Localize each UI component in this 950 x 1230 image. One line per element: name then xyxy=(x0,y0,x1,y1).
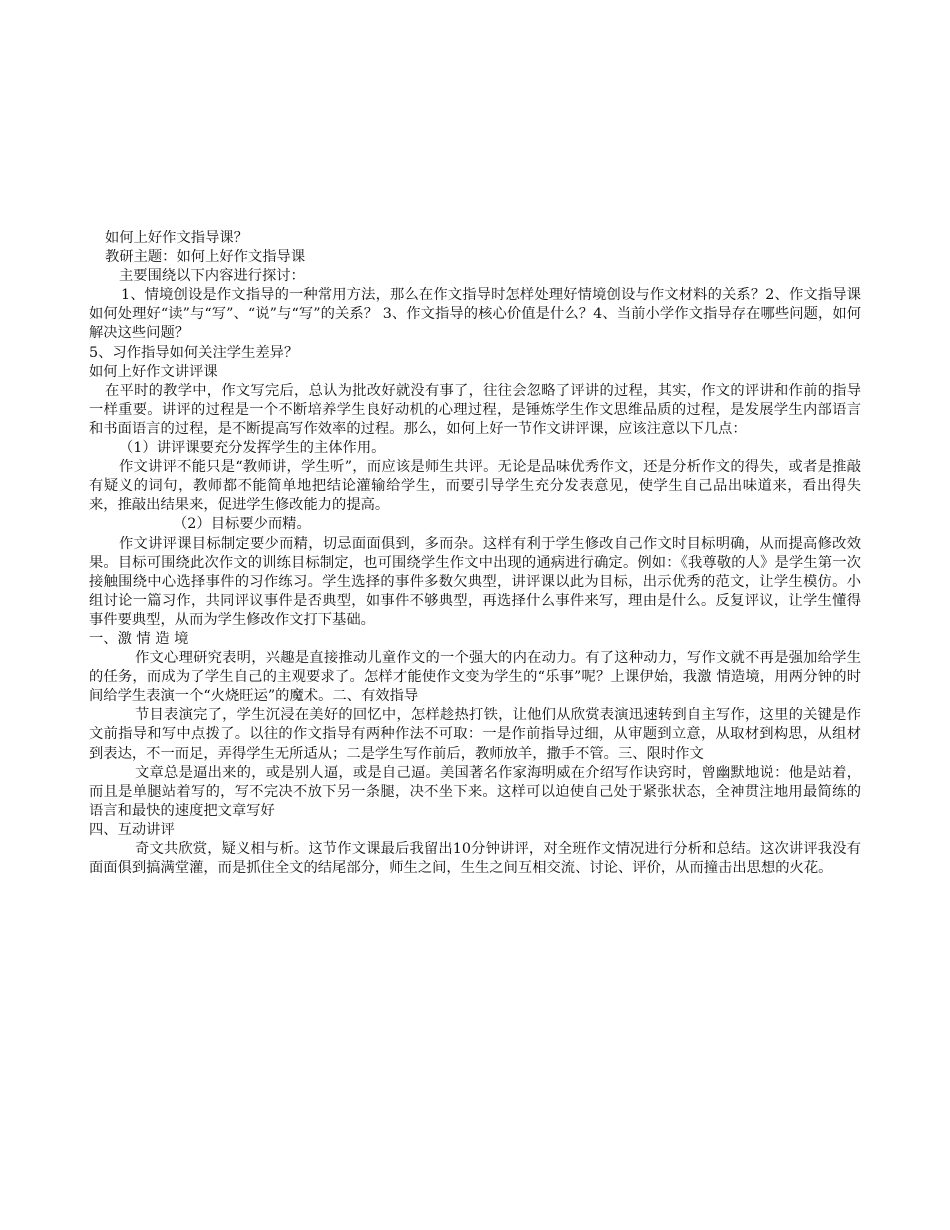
paragraph: 作文心理研究表明，兴趣是直接推动儿童作文的一个强大的内在动力。有了这种动力，写作文就不再是强加给学生的任务，而成为了学生自己的主观要求了。怎样才能使作文变为学生的“乐事”呢？上课伊始，我激 情造境，用两分钟的时间给学生表演一个“火烧旺运”的魔术。二、有效指导 xyxy=(89,650,861,705)
section-heading: 四、互动讲评 xyxy=(89,821,175,838)
paragraph: 在平时的教学中，作文写完后，总认为批改好就没有事了，往往会忽略了评讲的过程，其实，作文的评讲和作前的指导一样重要。讲评的过程是一个不断培养学生良好动机的心理过程，是锤炼学生作文思维品质的过程，是发展学生内部语言和书面语言的过程，是不断提高写作效率的过程。那么，如何上好一节作文讲评课，应该注意以下几点： xyxy=(89,382,861,437)
discussion-intro: 主要围绕以下内容进行探讨： xyxy=(119,268,305,285)
point-heading: （2）目标要少而精。 xyxy=(173,516,311,533)
paragraph: 奇文共欣赏，疑义相与析。这节作文课最后我留出10分钟讲评，对全班作文情况进行分析和总结。这次讲评我没有面面俱到搞满堂灌，而是抓住全文的结尾部分，师生之间，生生之间互相交流、讨论、评价，从而撞击出思想的火花。 xyxy=(89,841,861,877)
question-five: 5、习作指导如何关注学生差异？ xyxy=(89,344,299,361)
section-heading: 一、激 情 造 境 xyxy=(89,630,189,647)
paragraph: 作文讲评课目标制定要少而精，切忌面面俱到，多而杂。这样有利于学生修改自己作文时目标明确，从而提高修改效果。目标可围绕此次作文的训练目标制定，也可围绕学生作文中出现的通病进行确定。例如：《我尊敬的人》是学生第一次接触围绕中心选择事件的习作练习。学生选择的事件多数欠典型，讲评课以此为目标，出示优秀的范文，让学生模仿。小组讨论一篇习作，共同评议事件是否典型，如事件不够典型，再选择什么事件来写，理由是什么。反复评议，让学生懂得事件要典型，从而为学生修改作文打下基础。 xyxy=(89,535,861,628)
paragraph: 节目表演完了，学生沉浸在美好的回忆中，怎样趁热打铁，让他们从欣赏表演迅速转到自主写作，这里的关键是作文前指导和写中点拨了。以往的作文指导有两种作法不可取：一是作前指导过细，从审题到立意，从取材到构思，从组材到表达，不一而足，弄得学生无所适从；二是学生写作前后，教师放羊，撒手不管。三、限时作文 xyxy=(89,707,861,762)
document-body xyxy=(89,229,861,878)
research-topic: 教研主题：如何上好作文指导课 xyxy=(105,249,306,266)
discussion-questions: 1、情境创设是作文指导的一种常用方法，那么在作文指导时怎样处理好情境创设与作文材料的关系？2、作文指导课如何处理好“读”与“写”、“说”与“写”的关系？ 3、作文指导的核心价值是什么？4、当前小学作文指导存在哪些问题，如何解决这些问题？ xyxy=(89,287,861,342)
section-heading-review-class: 如何上好作文讲评课 xyxy=(89,363,218,380)
point-heading: （1）讲评课要充分发挥学生的主体作用。 xyxy=(119,440,386,457)
paragraph: 文章总是逼出来的，或是别人逼，或是自己逼。美国著名作家海明威在介绍写作诀窍时，曾幽默地说：他是站着，而且是单腿站着写的，写不完决不放下另一条腿，决不坐下来。这样可以迫使自己处于紧张状态，全神贯注地用最简练的语言和最快的速度把文章写好 xyxy=(89,764,861,819)
paragraph: 作文讲评不能只是“教师讲，学生听”，而应该是师生共评。无论是品味优秀作文，还是分析作文的得失，或者是推敲有疑义的词句，教师都不能简单地把结论灌输给学生，而要引导学生充分发表意见，使学生自己品出味道来，看出得失来，推敲出结果来，促进学生修改能力的提高。 xyxy=(89,459,861,514)
document-title: 如何上好作文指导课？ xyxy=(105,230,248,246)
